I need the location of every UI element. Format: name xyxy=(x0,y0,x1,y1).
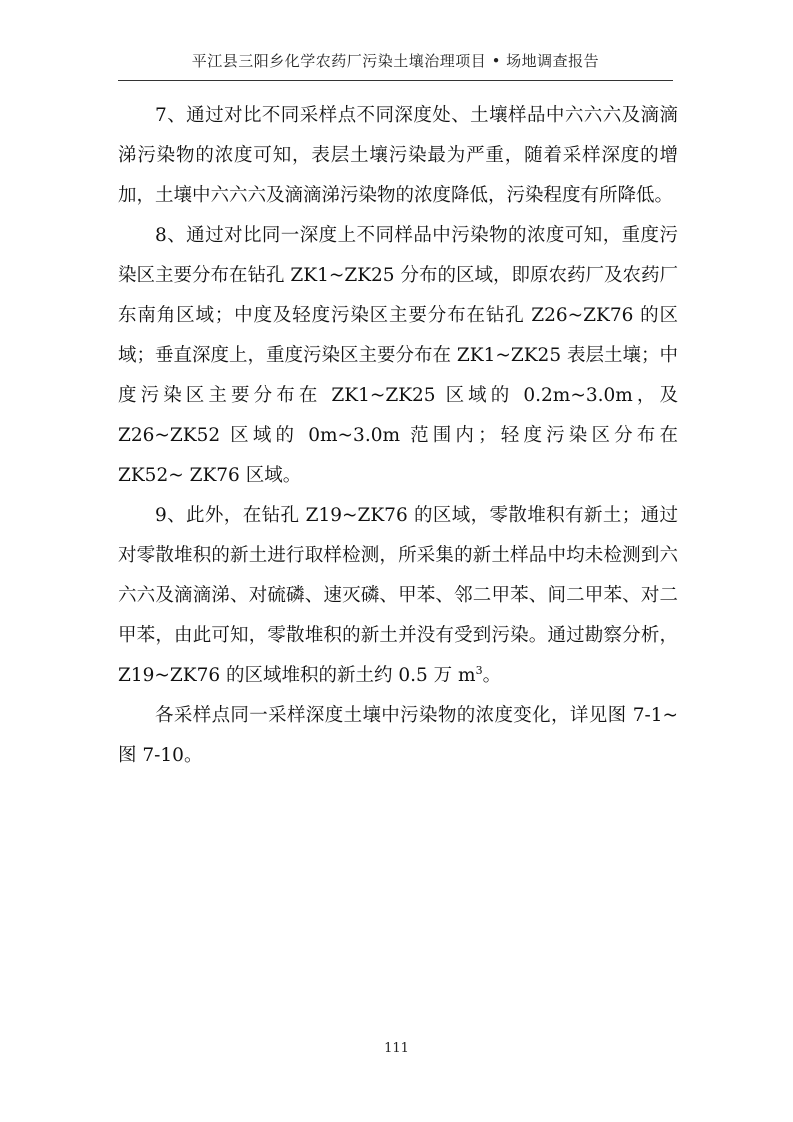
page-number: 111 xyxy=(384,1041,409,1056)
cubic-superscript: 3 xyxy=(475,663,483,677)
paragraph-9-text: 9、此外，在钻孔 Z19~ZK76 的区域，零散堆积有新土；通过对零散堆积的新土进行取样检测，所采集的新土样品中均未检测到六六六及滴滴涕、对硫磷、速灭磷、甲苯、邻二甲苯、间二甲苯、对二甲苯，由此可知，零散堆积的新土并没有受到污染。通过勘察分析，Z19~ZK76 的区域堆积的新土约 0.5 万 m xyxy=(118,505,678,686)
paragraph-8: 8、通过对比同一深度上不同样品中污染物的浓度可知，重度污染区主要分布在钻孔 ZK1~ZK25 分布的区域，即原农药厂及农药厂东南角区域；中度及轻度污染区主要分布在钻孔 Z26~ZK76 的区域；垂直深度上，重度污染区主要分布在 ZK1~ZK25 表层土壤；中度污染区主要分布在 ZK1~ZK25 区域的 0.2m~3.0m，及 Z26~ZK52 区域的 0m~3.0m 范围内；轻度污染区分布在 ZK52~ ZK76 区域。 xyxy=(118,225,678,486)
paragraph-figure-reference: 各采样点同一采样深度土壤中污染物的浓度变化，详见图 7-1~图 7-10。 xyxy=(118,705,678,766)
body-text xyxy=(118,96,678,776)
header-divider xyxy=(118,80,673,81)
running-header: 平江县三阳乡化学农药厂污染土壤治理项目 • 场地调查报告 xyxy=(191,52,600,70)
paragraph-9-end: 。 xyxy=(482,665,502,686)
paragraph-7: 7、通过对比不同采样点不同深度处、土壤样品中六六六及滴滴涕污染物的浓度可知，表层土壤污染最为严重，随着采样深度的增加，土壤中六六六及滴滴涕污染物的浓度降低，污染程度有所降低。 xyxy=(118,105,678,206)
paragraph-9 xyxy=(118,496,678,696)
